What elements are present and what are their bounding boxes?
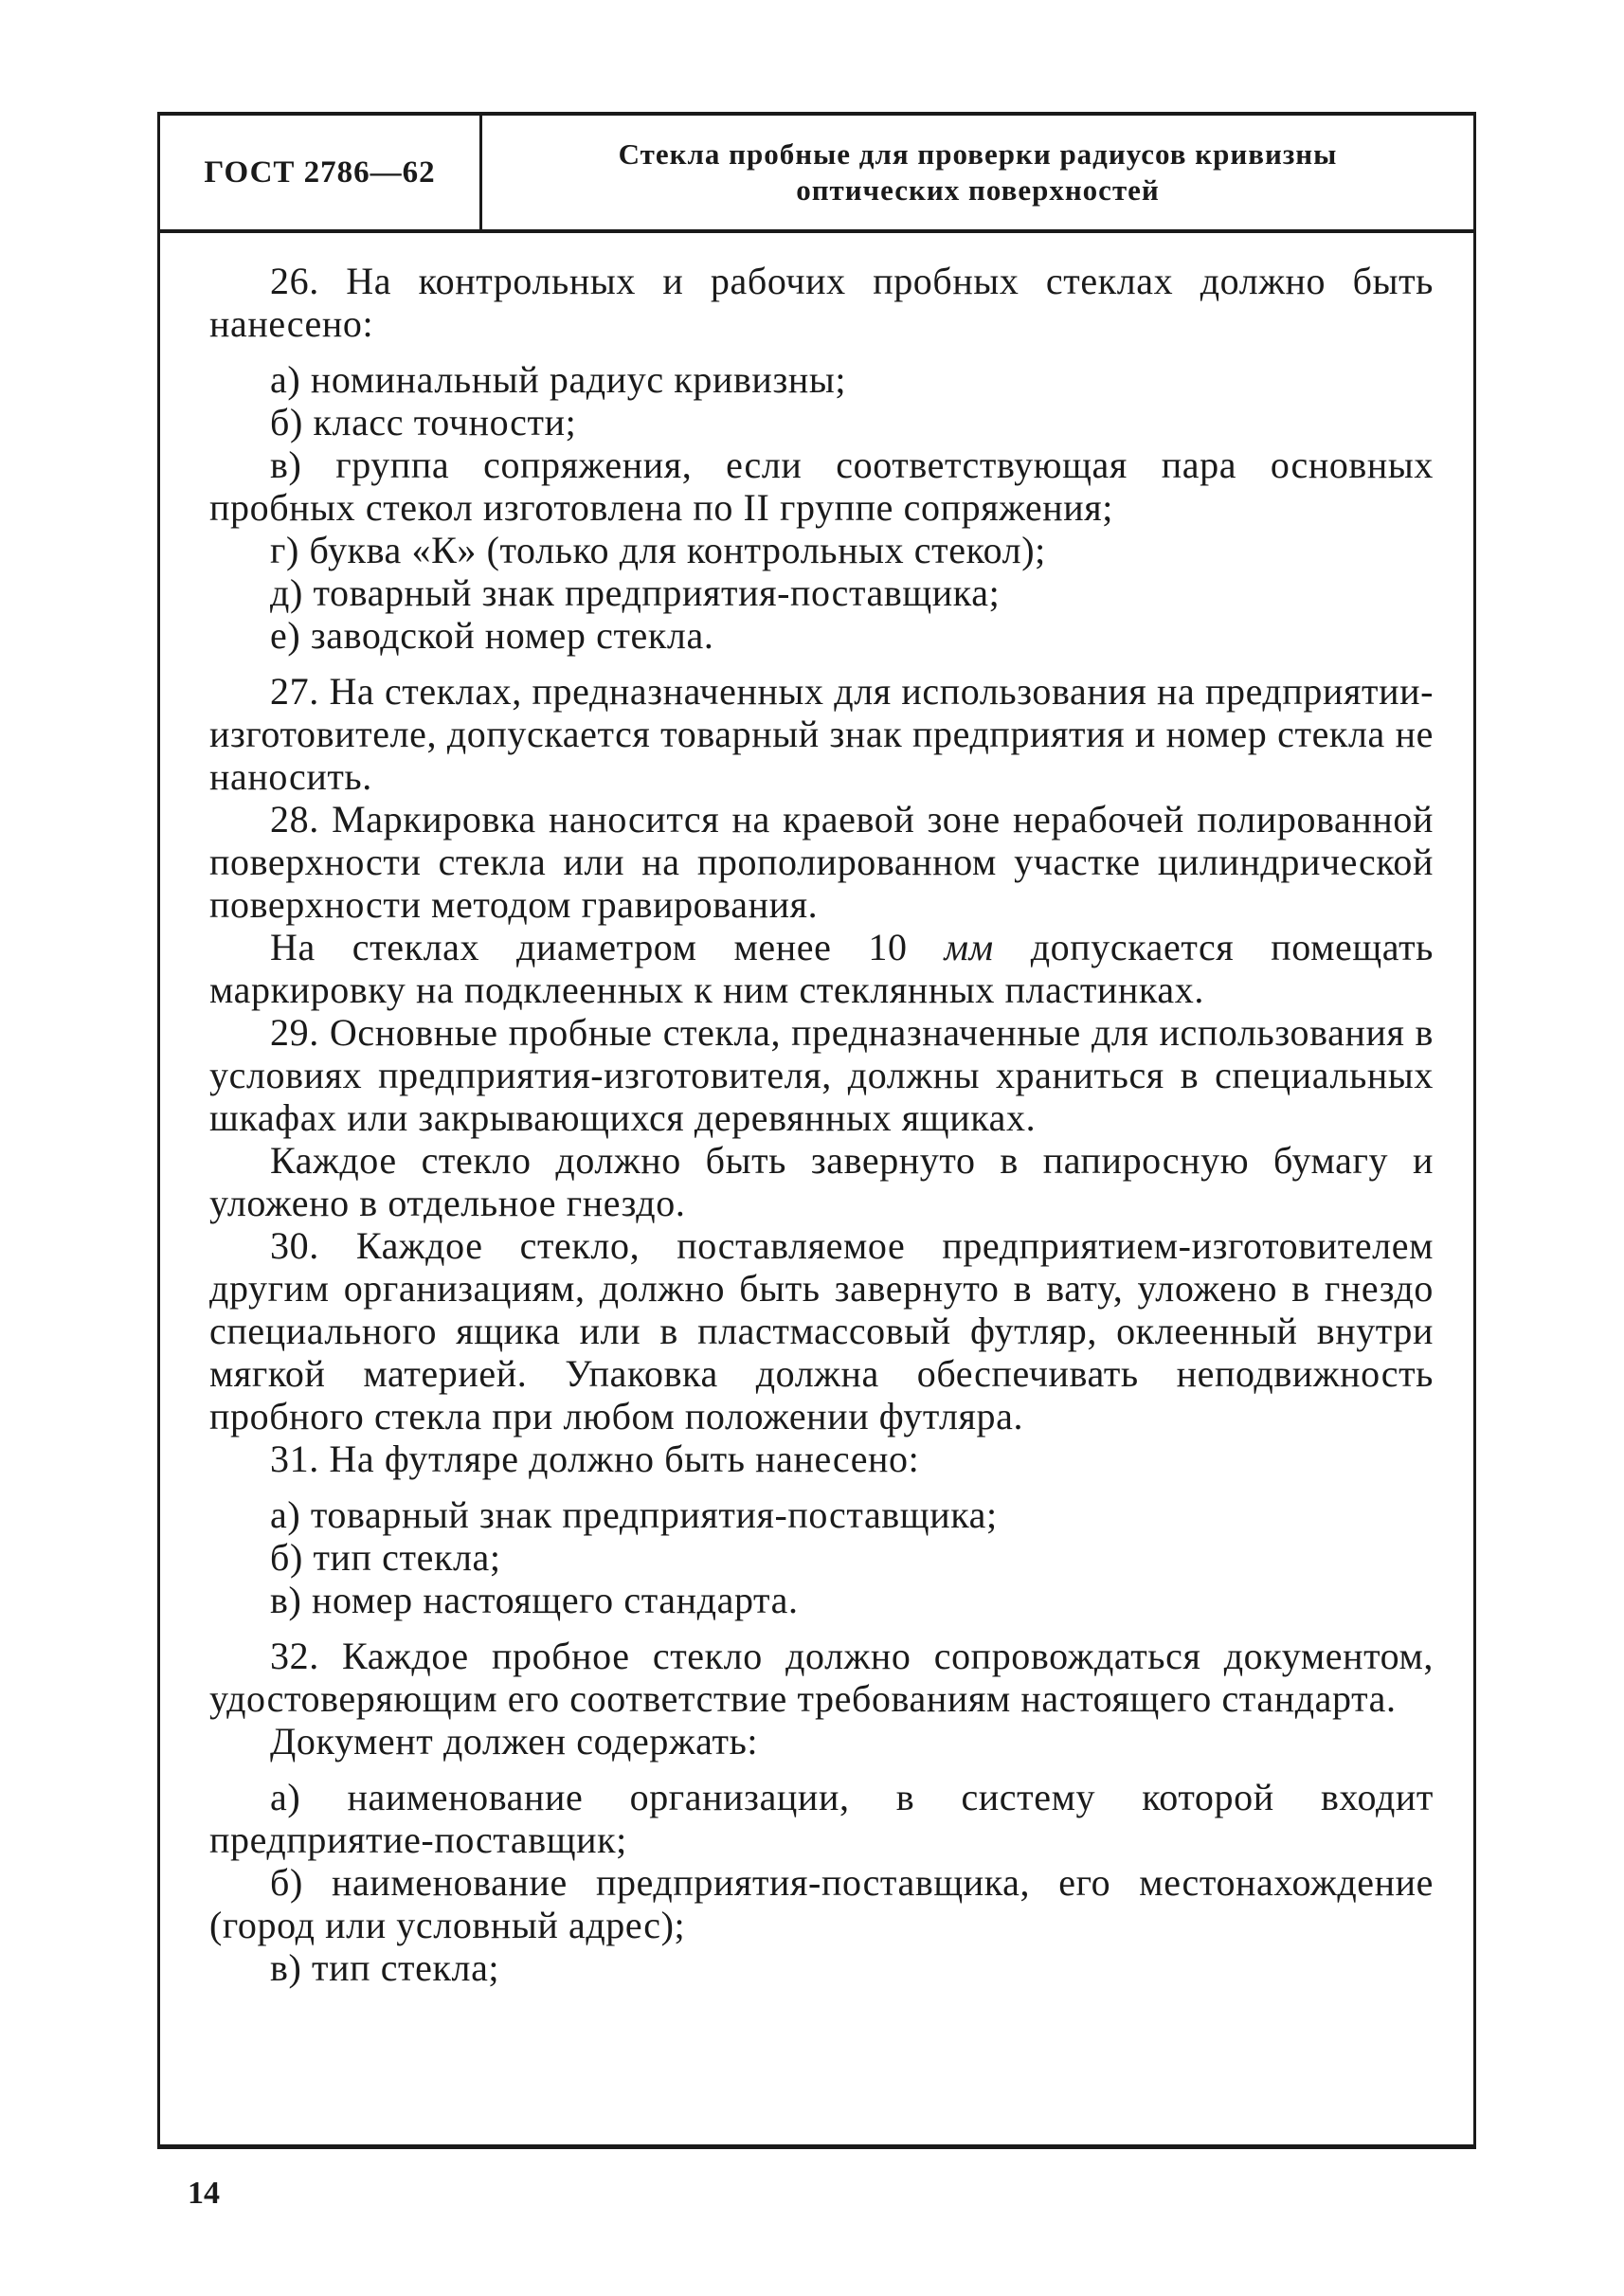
document-body [209, 260, 1434, 1989]
standard-code: ГОСТ 2786—62 [160, 116, 482, 229]
clause-28: 28. Маркировка наносится на краевой зоне нерабочей полированной поверхности стекла или на прополированном участке цилиндрической поверхности методом гравирования. [209, 798, 1434, 926]
clause-32-item-v: в) тип стекла; [270, 1946, 500, 1989]
clause-32-item-a: а) наименование организации, в систему которой входит предприятие-поставщик; [209, 1776, 1434, 1861]
standard-title-line-2: оптических поверхностей [796, 173, 1160, 207]
standard-header [160, 116, 1473, 233]
clause-26-item-v: в) группа сопряжения, если соответствующая пара основных пробных стекол изготовлена по II группе сопряжения; [209, 443, 1434, 529]
clause-31-item-a: а) товарный знак предприятия-поставщика; [270, 1493, 998, 1536]
clause-29: 29. Основные пробные стекла, предназначенные для использования в условиях предприятия-изготовителя, должны храниться в специальных шкафах или закрывающихся деревянных ящиках. [209, 1011, 1434, 1139]
clause-32-paragraph-2: Документ должен содержать: [270, 1720, 759, 1763]
clause-26: 26. На контрольных и рабочих пробных стеклах должно быть нанесено: [209, 260, 1434, 345]
clause-28-text-start: На стеклах диаметром менее 10 [270, 926, 945, 968]
clause-30: 30. Каждое стекло, поставляемое предприятием-изготовителем другим организациям, должно быть завернуто в вату, уложено в гнездо специального ящика или в пластмассовый футляр, оклеенный внутри мягкой материей. Упаковка должна обеспечивать неподвижность пробного стекла при любом положении футляра. [209, 1224, 1434, 1437]
clause-32-item-b: б) наименование предприятия-поставщика, его местонахождение (город или условный адрес); [209, 1861, 1434, 1946]
clause-26-item-d: д) товарный знак предприятия-поставщика; [270, 571, 1001, 614]
clause-31: 31. На футляре должно быть нанесено: [270, 1437, 920, 1480]
clause-32: 32. Каждое пробное стекло должно сопровождаться документом, удостоверяющим его соответствие требованиям настоящего стандарта. [209, 1635, 1434, 1720]
clause-27: 27. На стеклах, предназначенных для использования на предприятии-изготовителе, допускается товарный знак предприятия и номер стекла не наносить. [209, 670, 1434, 798]
page-frame [157, 112, 1476, 2149]
standard-title [482, 116, 1473, 229]
clause-28-paragraph-2 [209, 926, 1434, 1011]
clause-31-item-v: в) номер настоящего стандарта. [270, 1579, 799, 1621]
clause-26-item-g: г) буква «К» (только для контрольных стекол); [270, 529, 1046, 571]
clause-26-item-e: е) заводской номер стекла. [270, 614, 714, 657]
unit-mm: мм [944, 926, 994, 968]
standard-title-line-1: Стекла пробные для проверки радиусов кривизны [618, 137, 1338, 171]
clause-26-item-b: б) класс точности; [270, 401, 577, 443]
clause-28-text-end: допускается помещать маркировку на подклеенных к ним стеклянных пластинках. [209, 926, 1434, 1011]
clause-26-item-a: а) номинальный радиус кривизны; [270, 358, 847, 401]
clause-31-item-b: б) тип стекла; [270, 1536, 501, 1579]
page-number: 14 [188, 2176, 220, 2211]
clause-29-paragraph-2: Каждое стекло должно быть завернуто в папиросную бумагу и уложено в отдельное гнездо. [209, 1139, 1434, 1224]
